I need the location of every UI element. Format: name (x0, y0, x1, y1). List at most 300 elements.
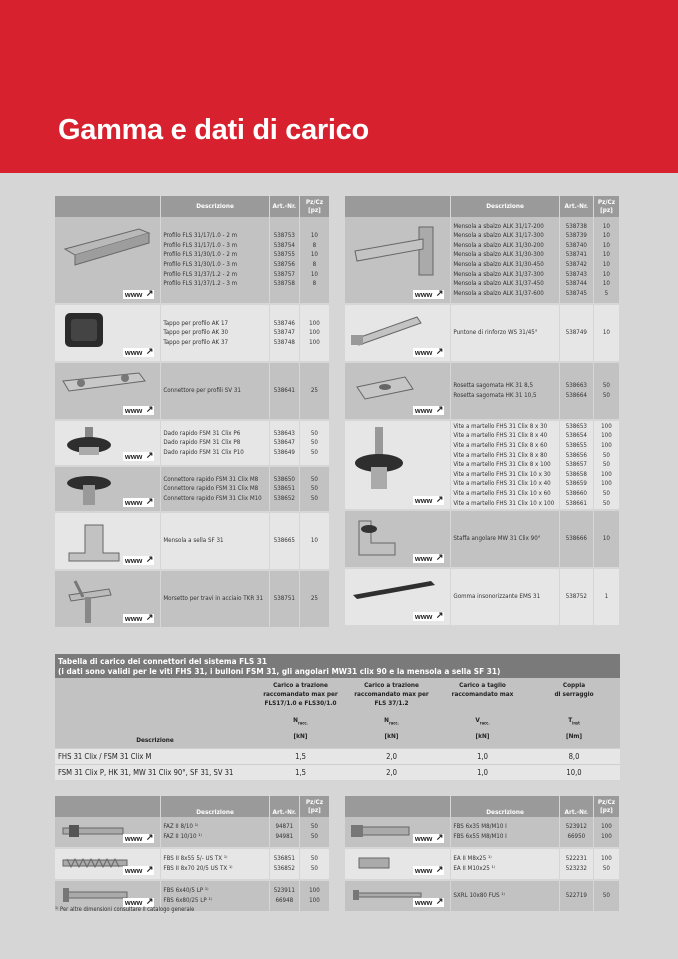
hammer-screw-icon (349, 425, 409, 499)
pz-cell (300, 849, 330, 881)
product-description: Rosetta sagomata HK 31 8,5 (453, 382, 533, 390)
product-row (345, 305, 620, 363)
description-cell (161, 217, 269, 305)
description-cell (451, 569, 559, 627)
pz-cell (300, 217, 330, 305)
www-link-button[interactable]: www ↗ (124, 496, 154, 507)
col-image (55, 796, 161, 817)
arrow-icon: ↗ (145, 496, 154, 506)
product-description: Gomma insonorizzante EMS 31 (453, 593, 541, 601)
quick-connector-icon (59, 471, 119, 511)
product-description: Vite a martello FHS 31 Clix 8 x 100 (453, 461, 551, 469)
pack-quantity: 100 (309, 887, 320, 895)
www-link-button[interactable]: www ↗ (124, 612, 154, 623)
www-link-button[interactable]: www ↗ (124, 346, 154, 357)
article-number: 523232 (565, 865, 587, 872)
art-nr-cell (270, 571, 300, 629)
article-number: 538751 (273, 595, 295, 603)
article-number: 538656 (565, 451, 587, 459)
www-link-button[interactable]: www ↗ (414, 288, 444, 299)
product-description: Profilo FLS 31/37/1.2 - 3 m (163, 280, 238, 288)
end-cap-icon (59, 309, 109, 357)
product-image-cell (55, 421, 161, 467)
article-number: 538757 (273, 270, 295, 278)
load-table-title: Tabella di carico dei connettori del sistema FLS 31 (i dati sono validi per le viti FHS 31, i bulloni FSM 31, gli angolari MW31 clix 90 e la mensola a sella SF 31) (55, 654, 620, 678)
description-cell (161, 467, 269, 513)
product-description: FAZ II 8/10 ¹⁾ (163, 823, 199, 831)
product-row (345, 817, 620, 849)
pack-quantity: 100 (601, 833, 612, 840)
saddle-bracket-icon (59, 517, 129, 571)
product-description: Tappo per profilo AK 37 (163, 338, 229, 346)
pack-quantity: 100 (601, 422, 612, 430)
pz-cell (594, 569, 620, 627)
pz-cell (594, 217, 620, 305)
description-cell (451, 817, 559, 849)
product-row (55, 817, 330, 849)
col-pz: Pz/Cz [pz] (594, 196, 620, 217)
pack-quantity: 8 (312, 280, 317, 288)
article-number: 538666 (565, 535, 587, 543)
pz-cell (300, 571, 330, 629)
pack-quantity: 10 (310, 251, 318, 259)
product-image-cell (345, 849, 451, 881)
load-col-tension-2: Carico a trazione raccomandato max per FLS 37/1.2 $N_{racc.}$ [kN] (346, 678, 437, 748)
col-pz: Pz/Cz [pz] (300, 796, 330, 817)
arrow-icon: ↗ (435, 346, 444, 356)
pack-quantity: 100 (309, 897, 320, 904)
pack-quantity: 8 (312, 241, 317, 249)
pack-quantity: 100 (601, 432, 612, 440)
article-number: 66948 (275, 897, 294, 904)
pack-quantity: 100 (309, 338, 320, 346)
product-image-cell (345, 217, 451, 305)
article-number: 538746 (273, 319, 295, 327)
load-row: FHS 31 Clix / FSM 31 Clix M 1,5 2,0 1,0 8,0 (55, 748, 620, 764)
arrow-icon: ↗ (145, 554, 154, 564)
arrow-icon: ↗ (145, 612, 154, 622)
product-description: FBS II 8x70 20/5 US TX ¹⁾ (163, 865, 233, 872)
art-nr-cell (560, 881, 594, 913)
pack-quantity: 50 (310, 448, 318, 456)
arrow-icon: ↗ (435, 610, 444, 620)
pz-cell (594, 849, 620, 881)
pack-quantity: 50 (602, 499, 610, 507)
product-image-cell (55, 817, 161, 849)
product-description: Mensola a sbalzo ALK 31/30-300 (453, 251, 544, 259)
product-description: Vite a martello FHS 31 Clix 10 x 60 (453, 489, 551, 497)
pack-quantity: 10 (602, 280, 610, 288)
product-description: Mensola a sbalzo ALK 31/37-450 (453, 280, 544, 288)
pack-quantity: 100 (601, 480, 612, 488)
arrow-icon: ↗ (435, 494, 444, 504)
description-cell (161, 363, 269, 421)
description-cell (451, 881, 559, 913)
product-row (55, 513, 330, 571)
load-table (55, 654, 620, 780)
product-image-cell (55, 513, 161, 571)
article-number: 538652 (273, 494, 295, 502)
art-nr-cell (270, 849, 300, 881)
art-nr-cell (270, 881, 300, 913)
article-number: 538647 (273, 439, 295, 447)
product-description: Mensola a sbalzo ALK 31/37-300 (453, 270, 544, 278)
article-number: 538650 (273, 475, 295, 483)
article-number: 538665 (273, 537, 295, 545)
arrow-icon: ↗ (435, 864, 444, 874)
art-nr-cell (560, 569, 594, 627)
col-art-nr: Art.-Nr. (270, 196, 300, 217)
load-col-shear: Carico a taglio raccomandato max $V_{racc.}$ [kN] (437, 678, 528, 748)
article-number: 538740 (565, 241, 587, 249)
arrow-icon: ↗ (435, 552, 444, 562)
pz-cell (594, 363, 620, 421)
pack-quantity: 100 (309, 329, 320, 337)
article-number: 523912 (565, 823, 587, 831)
anchor-table-right (345, 796, 620, 913)
pack-quantity: 25 (310, 387, 318, 395)
description-cell (161, 305, 269, 363)
article-number: 94871 (275, 823, 294, 831)
description-cell (161, 849, 269, 881)
article-number: 538655 (565, 442, 587, 450)
product-row (345, 363, 620, 421)
article-number: 523911 (273, 887, 295, 895)
article-number: 538651 (273, 485, 295, 493)
article-number: 538653 (565, 422, 587, 430)
article-number: 538664 (565, 392, 587, 399)
product-description: FBS 6x40/5 LP ¹⁾ (163, 887, 209, 895)
product-description: SXRL 10x80 FUS ¹⁾ (453, 892, 505, 900)
product-description: Vite a martello FHS 31 Clix 10 x 30 (453, 470, 551, 478)
product-description: Mensola a sbalzo ALK 31/37-600 (453, 289, 544, 297)
art-nr-cell (560, 849, 594, 881)
arrow-icon: ↗ (435, 288, 444, 298)
product-description: Vite a martello FHS 31 Clix 10 x 100 (453, 499, 555, 507)
arrow-icon: ↗ (435, 832, 444, 842)
article-number: 538654 (565, 432, 587, 440)
product-description: Profilo FLS 31/17/1.0 - 2 m (163, 232, 238, 240)
article-number: 538741 (565, 251, 587, 259)
pack-quantity: 50 (310, 439, 318, 447)
pack-quantity: 50 (310, 475, 318, 483)
product-description: FBS 6x35 M8/M10 I (453, 823, 507, 831)
description-cell (161, 513, 269, 571)
angle-bracket-icon (349, 515, 405, 565)
www-link-button[interactable]: www ↗ (414, 896, 444, 907)
article-number: 538745 (565, 289, 587, 297)
product-description: Profilo FLS 31/37/1.2 - 2 m (163, 270, 238, 278)
product-row (55, 421, 330, 467)
page-title: Gamma e dati di carico (58, 114, 369, 146)
article-number: 538749 (565, 329, 587, 337)
shaped-washer-icon (349, 367, 419, 411)
product-description: Vite a martello FHS 31 Clix 10 x 40 (453, 480, 551, 488)
cantilever-bracket-icon (349, 221, 445, 285)
product-description: Dado rapido FSM 31 Clix P10 (163, 448, 244, 456)
pack-quantity: 100 (601, 823, 612, 831)
product-row (345, 849, 620, 881)
product-image-cell (345, 569, 451, 627)
pack-quantity: 100 (309, 319, 320, 327)
www-link-button[interactable]: www ↗ (414, 494, 444, 505)
product-description: Vite a martello FHS 31 Clix 8 x 80 (453, 451, 548, 459)
www-link-button[interactable]: www ↗ (124, 864, 154, 875)
pack-quantity: 10 (602, 232, 610, 240)
product-row (55, 467, 330, 513)
article-number: 538661 (565, 499, 587, 507)
pack-quantity: 50 (310, 823, 318, 831)
product-row (345, 217, 620, 305)
pack-quantity: 50 (310, 855, 318, 863)
www-link-button[interactable]: www ↗ (414, 832, 444, 843)
col-art-nr: Art.-Nr. (560, 196, 594, 217)
article-number: 538748 (273, 338, 295, 346)
art-nr-cell (560, 511, 594, 569)
article-number: 538739 (565, 232, 587, 240)
article-number: 536852 (273, 865, 295, 872)
product-description: Connettore per profili SV 31 (163, 387, 241, 395)
article-number: 522719 (565, 892, 587, 900)
product-description: Mensola a sbalzo ALK 31/30-200 (453, 241, 544, 249)
pack-quantity: 10 (602, 261, 610, 268)
product-description: Vite a martello FHS 31 Clix 8 x 30 (453, 422, 548, 430)
art-nr-cell (270, 467, 300, 513)
arrow-icon: ↗ (145, 346, 154, 356)
article-number: 522231 (565, 855, 587, 863)
product-description: Mensola a sbalzo ALK 31/17-300 (453, 232, 544, 240)
art-nr-cell (270, 817, 300, 849)
product-row (55, 363, 330, 421)
pack-quantity: 100 (601, 470, 612, 478)
product-description: Connettore rapido FSM 31 Clix M8 (163, 475, 259, 483)
art-nr-cell (270, 305, 300, 363)
pack-quantity: 25 (310, 595, 318, 603)
arrow-icon: ↗ (145, 832, 154, 842)
art-nr-cell (270, 421, 300, 467)
art-nr-cell (560, 305, 594, 363)
product-description: Rosetta sagomata HK 31 10,5 (453, 392, 537, 399)
article-number: 538663 (565, 382, 587, 390)
article-number: 538657 (565, 461, 587, 469)
product-description: FBS II 8x55 5/- US TX ¹⁾ (163, 855, 228, 863)
product-description: FAZ II 10/10 ¹⁾ (163, 833, 202, 840)
brace-strut-icon (349, 309, 429, 353)
product-description: FBS 6x55 M8/M10 I (453, 833, 507, 840)
product-image-cell (55, 363, 161, 421)
product-description: Profilo FLS 31/30/1.0 - 3 m (163, 261, 238, 268)
www-link-button[interactable]: www ↗ (414, 552, 444, 563)
product-row (345, 511, 620, 569)
col-description: Descrizione (451, 796, 559, 817)
pack-quantity: 1 (604, 593, 609, 601)
anchor-table-left (55, 796, 330, 913)
pz-cell (300, 467, 330, 513)
article-number: 538649 (273, 448, 295, 456)
art-nr-cell (270, 217, 300, 305)
pz-cell (594, 511, 620, 569)
pz-cell (300, 305, 330, 363)
www-link-button[interactable]: www ↗ (124, 896, 154, 907)
art-nr-cell (270, 513, 300, 571)
pack-quantity: 10 (310, 270, 318, 278)
description-cell (451, 421, 559, 511)
pz-cell (300, 363, 330, 421)
article-number: 66950 (567, 833, 586, 840)
product-description: EA II M10x25 ¹⁾ (453, 865, 496, 872)
description-cell (451, 849, 559, 881)
product-image-cell (55, 305, 161, 363)
product-description: Connettore rapido FSM 31 Clix M8 (163, 485, 259, 493)
product-description: Vite a martello FHS 31 Clix 8 x 40 (453, 432, 548, 440)
pack-quantity: 10 (602, 329, 610, 337)
product-image-cell (55, 217, 161, 305)
product-description: Morsetto per travi in acciaio TKR 31 (163, 595, 264, 603)
pack-quantity: 50 (602, 892, 610, 900)
footnote: ¹⁾ Per altre dimensioni consultare il catalogo generale (55, 907, 195, 913)
article-number: 538754 (273, 241, 295, 249)
pack-quantity: 50 (310, 865, 318, 872)
pack-quantity: 50 (602, 451, 610, 459)
arrow-icon: ↗ (435, 404, 444, 414)
product-description: Mensola a sbalzo ALK 31/30-450 (453, 261, 544, 268)
pack-quantity: 50 (602, 489, 610, 497)
pz-cell (300, 817, 330, 849)
article-number: 538643 (273, 429, 295, 437)
article-number: 538742 (565, 261, 587, 268)
rubber-strip-icon (349, 573, 439, 607)
product-description: Connettore rapido FSM 31 Clix M10 (163, 494, 262, 502)
article-number: 94981 (275, 833, 294, 840)
col-pz: Pz/Cz [pz] (300, 196, 330, 217)
article-number: 538659 (565, 480, 587, 488)
profile-rail-icon (59, 221, 155, 275)
www-link-button[interactable]: www ↗ (124, 404, 154, 415)
product-row (345, 881, 620, 913)
product-description: Vite a martello FHS 31 Clix 8 x 60 (453, 442, 548, 450)
col-image (345, 196, 451, 217)
product-row (55, 217, 330, 305)
pack-quantity: 10 (602, 222, 610, 230)
col-art-nr: Art.-Nr. (560, 796, 594, 817)
description-cell (161, 817, 269, 849)
article-number: 538755 (273, 251, 295, 259)
product-description: EA II M8x25 ¹⁾ (453, 855, 492, 863)
article-number: 538660 (565, 489, 587, 497)
pack-quantity: 50 (310, 485, 318, 493)
col-pz: Pz/Cz [pz] (594, 796, 620, 817)
pack-quantity: 100 (601, 442, 612, 450)
col-description: Descrizione (451, 196, 559, 217)
pack-quantity: 50 (602, 865, 610, 872)
pz-cell (594, 421, 620, 511)
product-description: Profilo FLS 31/17/1.0 - 3 m (163, 241, 238, 249)
article-number: 538756 (273, 261, 295, 268)
arrow-icon: ↗ (145, 288, 154, 298)
article-number: 538744 (565, 280, 587, 288)
pz-cell (300, 881, 330, 913)
article-number: 536851 (273, 855, 295, 863)
description-cell (161, 421, 269, 467)
product-row (345, 421, 620, 511)
pz-cell (594, 305, 620, 363)
article-number: 538738 (565, 222, 587, 230)
www-link-button[interactable]: www ↗ (124, 832, 154, 843)
connector-icon (59, 367, 149, 405)
product-image-cell (345, 881, 451, 913)
product-image-cell (345, 363, 451, 421)
beam-clamp-icon (59, 575, 119, 629)
www-link-button[interactable]: www ↗ (124, 288, 154, 299)
load-col-torque: Coppia di serraggio $T_{inst}$ [Nm] (528, 678, 620, 748)
art-nr-cell (560, 817, 594, 849)
product-table-left (55, 196, 330, 629)
pack-quantity: 100 (601, 855, 612, 863)
product-image-cell (55, 849, 161, 881)
product-table-right (345, 196, 620, 627)
article-number: 538747 (273, 329, 295, 337)
pack-quantity: 10 (602, 535, 610, 543)
www-link-button[interactable]: www ↗ (414, 346, 444, 357)
article-number: 538752 (565, 593, 587, 601)
product-description: Dado rapido FSM 31 Clix P8 (163, 439, 241, 447)
pack-quantity: 50 (602, 461, 610, 469)
product-description: Mensola a sbalzo ALK 31/17-200 (453, 222, 544, 230)
product-row (55, 305, 330, 363)
product-image-cell (345, 421, 451, 511)
www-link-button[interactable]: www ↗ (414, 404, 444, 415)
article-number: 538658 (565, 470, 587, 478)
header-band (0, 0, 678, 173)
pack-quantity: 50 (310, 429, 318, 437)
www-link-button[interactable]: www ↗ (414, 864, 444, 875)
product-row (55, 571, 330, 629)
product-description: Tappo per profilo AK 17 (163, 319, 229, 327)
col-description: Descrizione (161, 796, 269, 817)
product-description: Profilo FLS 31/30/1.0 - 2 m (163, 251, 238, 259)
art-nr-cell (270, 363, 300, 421)
product-description: Staffa angolare MW 31 Clix 90° (453, 535, 541, 543)
www-link-button[interactable]: www ↗ (414, 610, 444, 621)
pz-cell (300, 421, 330, 467)
col-description: Descrizione (161, 196, 269, 217)
product-image-cell (55, 571, 161, 629)
arrow-icon: ↗ (435, 896, 444, 906)
pack-quantity: 10 (310, 537, 318, 545)
pz-cell (594, 817, 620, 849)
product-row (55, 849, 330, 881)
product-description: Dado rapido FSM 31 Clix P6 (163, 429, 241, 437)
www-link-button[interactable]: www ↗ (124, 450, 154, 461)
pack-quantity: 10 (602, 270, 610, 278)
www-link-button[interactable]: www ↗ (124, 554, 154, 565)
product-image-cell (345, 817, 451, 849)
description-cell (451, 217, 559, 305)
article-number: 538641 (273, 387, 295, 395)
col-art-nr: Art.-Nr. (270, 796, 300, 817)
article-number: 538753 (273, 232, 295, 240)
product-image-cell (345, 305, 451, 363)
product-image-cell (345, 511, 451, 569)
description-cell (451, 305, 559, 363)
pack-quantity: 50 (310, 833, 318, 840)
pack-quantity: 50 (602, 392, 610, 399)
product-description: Tappo per profilo AK 30 (163, 329, 229, 337)
product-description: FBS 6x80/25 LP ¹⁾ (163, 897, 213, 904)
arrow-icon: ↗ (145, 404, 154, 414)
load-col-tension-1: Carico a trazione raccomandato max per FLS17/1.0 e FLS30/1.0 $N_{racc.}$ [kN] (255, 678, 346, 748)
pack-quantity: 8 (312, 261, 317, 268)
